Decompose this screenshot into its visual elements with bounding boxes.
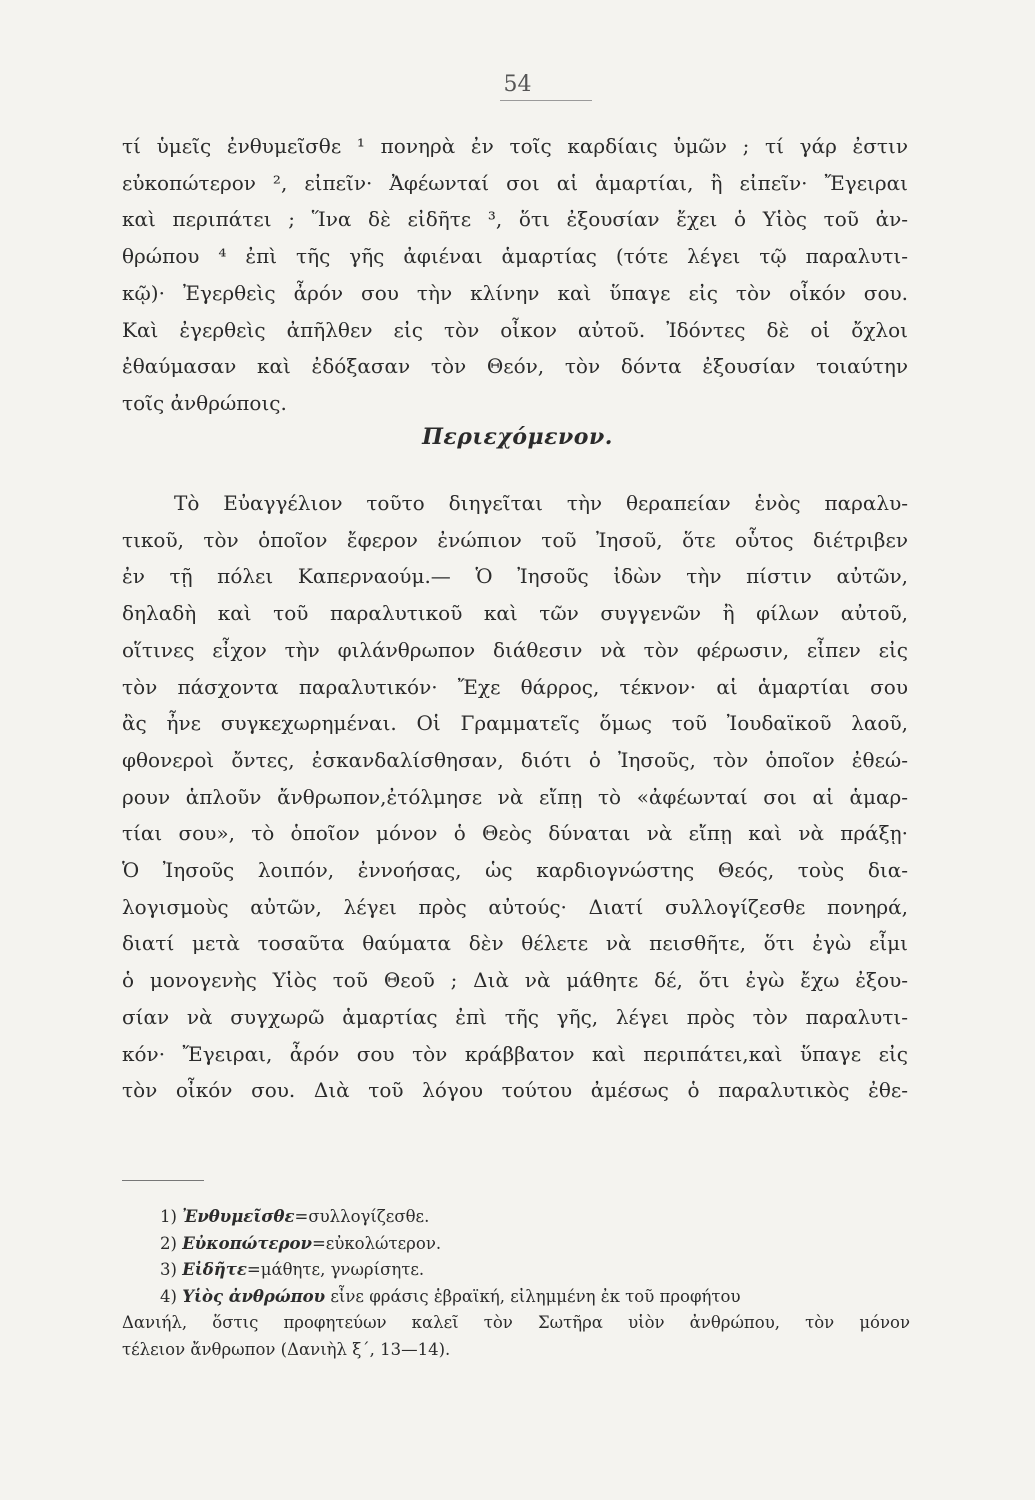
footnote-3 xyxy=(122,1257,910,1284)
footnote-number: 2) xyxy=(160,1233,177,1253)
footnote-number: 1) xyxy=(160,1207,177,1226)
section-heading: Περιεχόμενον. xyxy=(422,424,613,450)
text-line: οἵτινες εἶχον τὴν φιλάνθρωπον διάθεσιν νὰ τὸν φέρωσιν, εἶπεν εἰς xyxy=(122,637,908,662)
text-line: σίαν νὰ συγχωρῶ ἁμαρτίας ἐπὶ τῆς γῆς, λέγει πρὸς τὸν παραλυτι- xyxy=(122,1004,908,1029)
text-line: φθονεροὶ ὄντες, ἐσκανδαλίσθησαν, διότι ὁ Ἰησοῦς, τὸν ὁποῖον ἐθεώ- xyxy=(122,747,908,772)
text-line: κόν· Ἔγειραι, ἆρόν σου τὸν κράββατον καὶ περιπάτει,καὶ ὕπαγε εἰς xyxy=(122,1041,908,1066)
text-line: ρουν ἁπλοῦν ἄνθρωπον,ἐτόλμησε νὰ εἴπῃ τὸ «ἀφέωνταί σοι αἱ ἁμαρ- xyxy=(122,784,908,809)
text-line: τικοῦ, τὸν ὁποῖον ἔφερον ἐνώπιον τοῦ Ἰησοῦ, ὅτε οὗτος διέτριβεν xyxy=(122,527,908,552)
footnote-1 xyxy=(122,1204,910,1231)
text-line: διατί μετὰ τοσαῦτα θαύματα δὲν θέλετε νὰ πεισθῆτε, ὅτι ἐγὼ εἶμι xyxy=(122,931,908,956)
footnote-2 xyxy=(122,1231,910,1258)
text-line: τὸν πάσχοντα παραλυτικόν· Ἔχε θάρρος, τέκνον· αἱ ἁμαρτίαι σου xyxy=(122,674,908,699)
footnote-term: Υἱὸς ἀνθρώπου xyxy=(182,1286,326,1306)
scripture-passage xyxy=(122,128,908,422)
footnote-rule xyxy=(122,1180,204,1181)
footnotes xyxy=(122,1204,910,1363)
text-line: ὁ μονογενὴς Υἱὸς τοῦ Θεοῦ ; Διὰ νὰ μάθητε δέ, ὅτι ἐγὼ ἔχω ἐξου- xyxy=(122,968,908,993)
text-line: ἐν τῇ πόλει Καπερναούμ.— Ὁ Ἰησοῦς ἰδὼν τὴν πίστιν αὐτῶν, xyxy=(122,564,908,589)
footnote-number: 3) xyxy=(160,1260,177,1279)
footnote-text: εὐκολώτερον. xyxy=(325,1233,442,1253)
text-line: δηλαδὴ καὶ τοῦ παραλυτικοῦ καὶ τῶν συγγενῶν ἢ φίλων αὐτοῦ, xyxy=(122,601,908,626)
page-number: 54 xyxy=(503,72,532,97)
footnote-4-continuation: Δανιήλ, ὅστις προφητεύων καλεῖ τὸν Σωτῆρα υἱὸν ἀνθρώπου, τὸν μόνον xyxy=(122,1313,910,1332)
footnote-term: Εὐκοπώτερον xyxy=(182,1233,312,1253)
text-line: Τὸ Εὐαγγέλιον τοῦτο διηγεῖται τὴν θεραπείαν ἑνὸς παραλυ- xyxy=(174,491,908,515)
footnote-text: εἶνε φράσις ἑβραϊκή, εἰλημμένη ἐκ τοῦ προφήτου xyxy=(325,1286,741,1306)
footnote-separator: = xyxy=(294,1207,309,1226)
footnote-text: συλλογίζεσθε. xyxy=(308,1207,430,1226)
text-line: Καὶ ἐγερθεὶς ἀπῆλθεν εἰς τὸν οἶκον αὐτοῦ. Ἰδόντες δὲ οἱ ὄχλοι xyxy=(122,317,908,342)
text-line: τοῖς ἀνθρώποις. xyxy=(122,390,287,415)
text-line: καὶ περιπάτει ; Ἵνα δὲ εἰδῆτε ³, ὅτι ἐξουσίαν ἔχει ὁ Υἱὸς τοῦ ἀν- xyxy=(122,207,908,232)
footnote-number: 4) xyxy=(160,1286,177,1306)
text-line: εὐκοπώτερον ², εἰπεῖν· Ἀφέωνταί σοι αἱ ἁμαρτίαι, ἢ εἰπεῖν· Ἔγειραι xyxy=(122,170,908,195)
footnote-term: Ἐνθυμεῖσθε xyxy=(182,1207,295,1226)
text-line: κῷ)· Ἐγερθεὶς ἆρόν σου τὴν κλίνην καὶ ὕπαγε εἰς τὸν οἶκόν σου. xyxy=(122,280,908,305)
text-line: θρώπου ⁴ ἐπὶ τῆς γῆς ἀφιέναι ἁμαρτίας (τότε λέγει τῷ παραλυτι- xyxy=(122,244,908,269)
footnote-separator: = xyxy=(311,1233,326,1253)
footnote-separator: = xyxy=(246,1260,261,1279)
header-rule xyxy=(500,100,592,101)
footnote-term: Εἰδῆτε xyxy=(182,1260,247,1279)
text-line: τίαι σου», τὸ ὁποῖον μόνον ὁ Θεὸς δύναται νὰ εἴπῃ καὶ νὰ πράξῃ· xyxy=(122,821,908,846)
text-line: τὸν οἶκόν σου. Διὰ τοῦ λόγου τούτου ἀμέσως ὁ παραλυτικὸς ἐθε- xyxy=(122,1078,908,1103)
commentary-paragraph xyxy=(122,485,908,1109)
text-line: ἂς ἦνε συγκεχωρημέναι. Οἱ Γραμματεῖς ὅμως τοῦ Ἰουδαϊκοῦ λαοῦ, xyxy=(122,711,908,736)
footnote-4 xyxy=(122,1284,910,1311)
text-line: Ὁ Ἰησοῦς λοιπόν, ἐννοήσας, ὡς καρδιογνώστης Θεός, τοὺς δια- xyxy=(122,858,908,883)
footnote-text: μάθητε, γνωρίσητε. xyxy=(260,1260,425,1279)
text-line: ἐθαύμασαν καὶ ἐδόξασαν τὸν Θεόν, τὸν δόντα ἐξουσίαν τοιαύτην xyxy=(122,354,908,379)
text-line: τί ὑμεῖς ἐνθυμεῖσθε ¹ πονηρὰ ἐν τοῖς καρδίαις ὑμῶν ; τί γάρ ἐστιν xyxy=(122,134,908,158)
text-line: λογισμοὺς αὐτῶν, λέγει πρὸς αὐτούς· Διατί συλλογίζεσθε πονηρά, xyxy=(122,894,908,919)
footnote-4-continuation: τέλειον ἄνθρωπον (Δανιὴλ ξ΄, 13—14). xyxy=(122,1339,451,1359)
